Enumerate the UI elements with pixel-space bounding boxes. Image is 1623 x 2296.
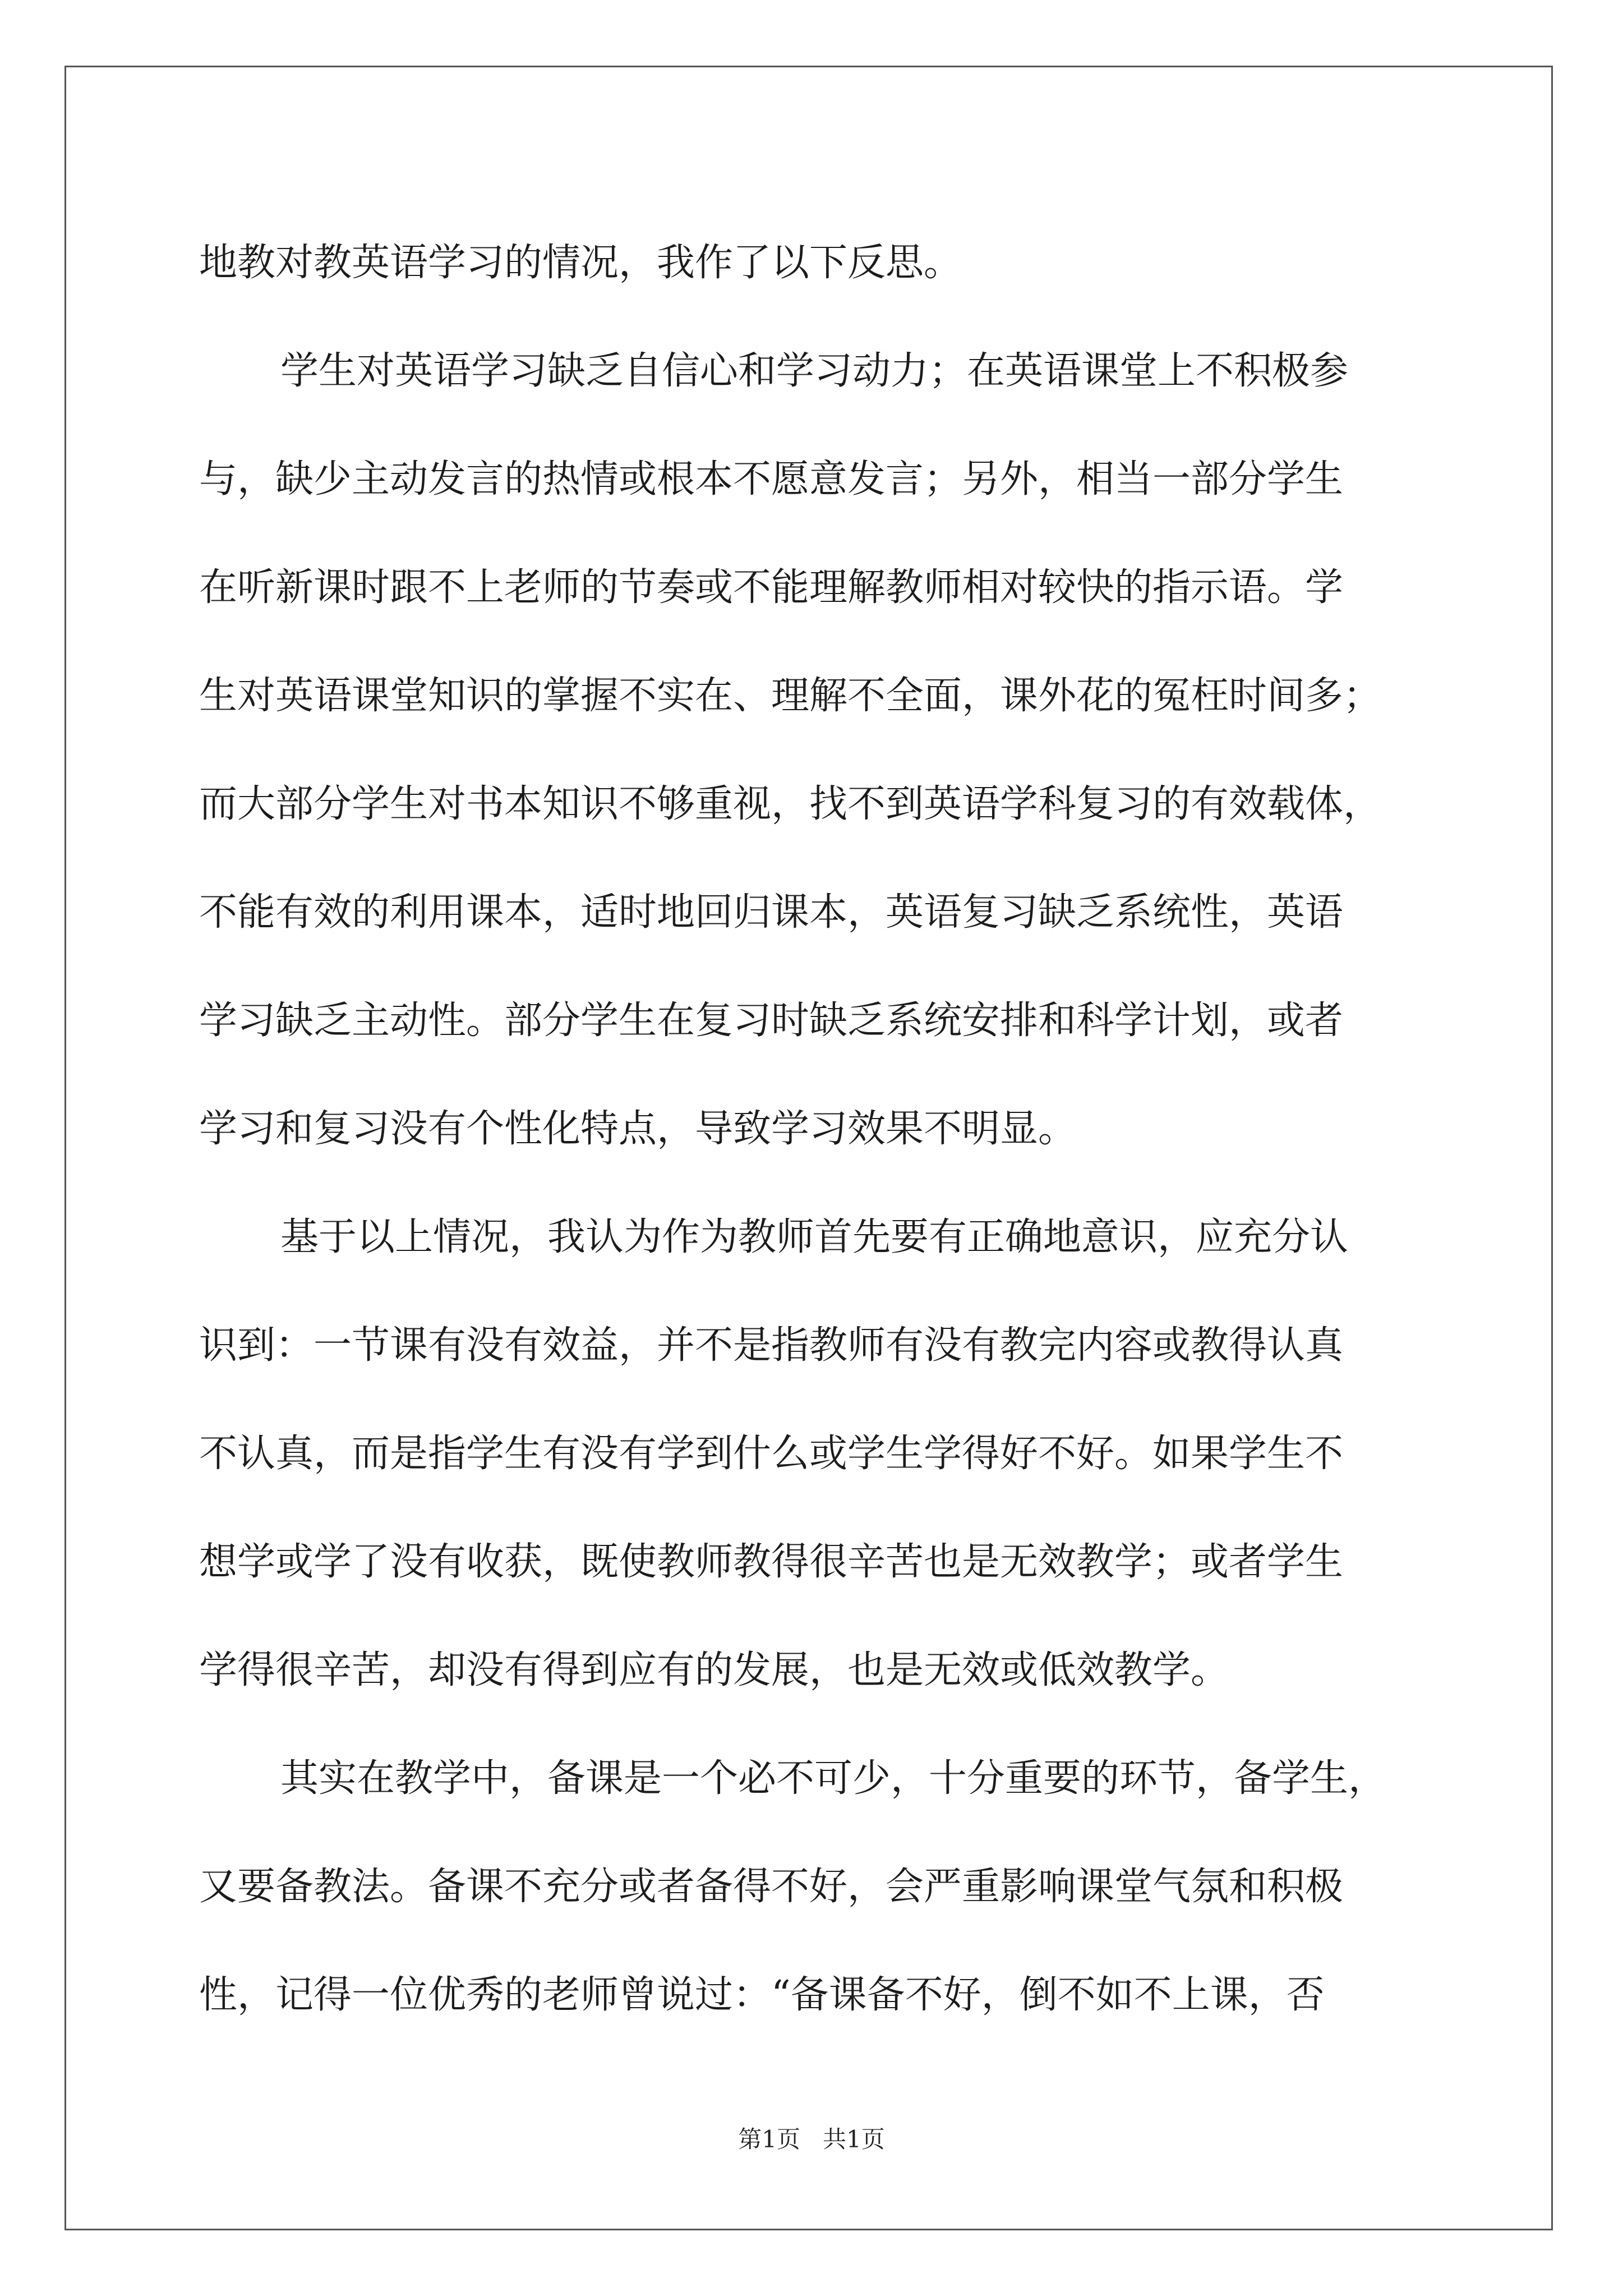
text-line: 在听新课时跟不上老师的节奏或不能理解教师相对较快的指示语。学: [199, 565, 1344, 610]
text-line: 生对英语课堂知识的掌握不实在、理解不全面，课外花的冤枉时间多；: [199, 674, 1382, 718]
text-line: 不能有效的利用课本，适时地回归课本，英语复习缺乏系统性，英语: [199, 890, 1344, 935]
document-body: [199, 209, 1433, 2049]
text-line: 识到：一节课有没有效益，并不是指教师有没有教完内容或教得认真: [199, 1323, 1344, 1368]
text-line: 基于以上情况，我认为作为教师首先要有正确地意识，应充分认: [280, 1215, 1349, 1259]
text-line: 而大部分学生对书本知识不够重视，找不到英语学科复习的有效载体，: [199, 782, 1382, 826]
text-line: 学习和复习没有个性化特点，导致学习效果不明显。: [199, 1107, 1077, 1151]
page-total: 共1页: [823, 2125, 885, 2153]
text-line: 想学或学了没有收获，既使教师教得很辛苦也是无效教学；或者学生: [199, 1540, 1344, 1584]
text-line: 学习缺乏主动性。部分学生在复习时缺乏系统安排和科学计划，或者: [199, 999, 1344, 1043]
text-line: 与，缺少主动发言的热情或根本不愿意发言；另外，相当一部分学生: [199, 457, 1344, 501]
text-line: 性，记得一位优秀的老师曾说过：“备课备不好，倒不如不上课，否: [199, 1973, 1325, 2017]
text-line: 地教对教英语学习的情况，我作了以下反思。: [199, 241, 962, 285]
text-line: 学得很辛苦，却没有得到应有的发展，也是无效或低效教学。: [199, 1648, 1229, 1692]
text-line: 不认真，而是指学生有没有学到什么或学生学得好不好。如果学生不: [199, 1432, 1344, 1476]
page-number: 第1页: [738, 2125, 800, 2153]
text-line: 其实在教学中，备课是一个必不可少，十分重要的环节，备学生，: [280, 1756, 1387, 1801]
text-line: 又要备教法。备课不充分或者备得不好，会严重影响课堂气氛和积极: [199, 1865, 1344, 1909]
text-line: 学生对英语学习缺乏自信心和学习动力；在英语课堂上不积极参: [280, 349, 1349, 393]
page-footer: [0, 2121, 1623, 2155]
